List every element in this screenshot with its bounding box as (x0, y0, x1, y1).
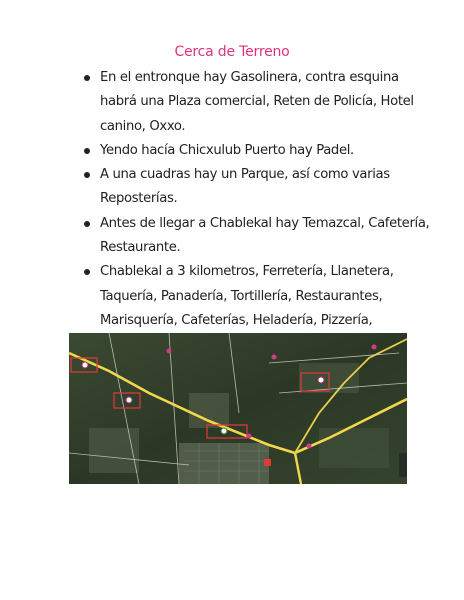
page-title: Cerca de Terreno (174, 44, 290, 60)
satellite-map-graphic (69, 333, 407, 484)
list-item (80, 139, 430, 163)
bullet-icon (84, 148, 90, 154)
list-item-text: Yendo hacía Chicxulub Puerto hay Padel. (100, 142, 354, 158)
bullet-icon (84, 172, 90, 178)
cleared-area (189, 393, 229, 428)
bullet-icon (84, 75, 90, 81)
satellite-map-image (69, 333, 407, 484)
list-item (80, 212, 430, 261)
town-area (179, 443, 269, 484)
bullet-icon (84, 269, 90, 275)
list-item-text: Antes de llegar a Chablekal hay Temazcal, Cafetería, Restaurante. (100, 215, 430, 256)
list-item-text: Chablekal a 3 kilometros, Ferretería, Llanetera, Taquería, Panadería, Tortillería, Restaurantes, Marisquería, Cafeterías, Heladería, Pizzería, (100, 264, 394, 328)
map-controls (399, 453, 407, 477)
plot-marker (264, 459, 271, 466)
cleared-area (89, 428, 139, 473)
list-item-text: En el entronque hay Gasolinera, contra esquina habrá una Plaza comercial, Reten de Policía, Hotel canino, Oxxo. (100, 70, 414, 134)
list-item (80, 66, 430, 139)
bullet-icon (84, 221, 90, 227)
list-item (80, 163, 430, 212)
list-item-text: A una cuadras hay un Parque, así como varias Reposterías. (100, 167, 390, 207)
cleared-area (319, 428, 389, 468)
